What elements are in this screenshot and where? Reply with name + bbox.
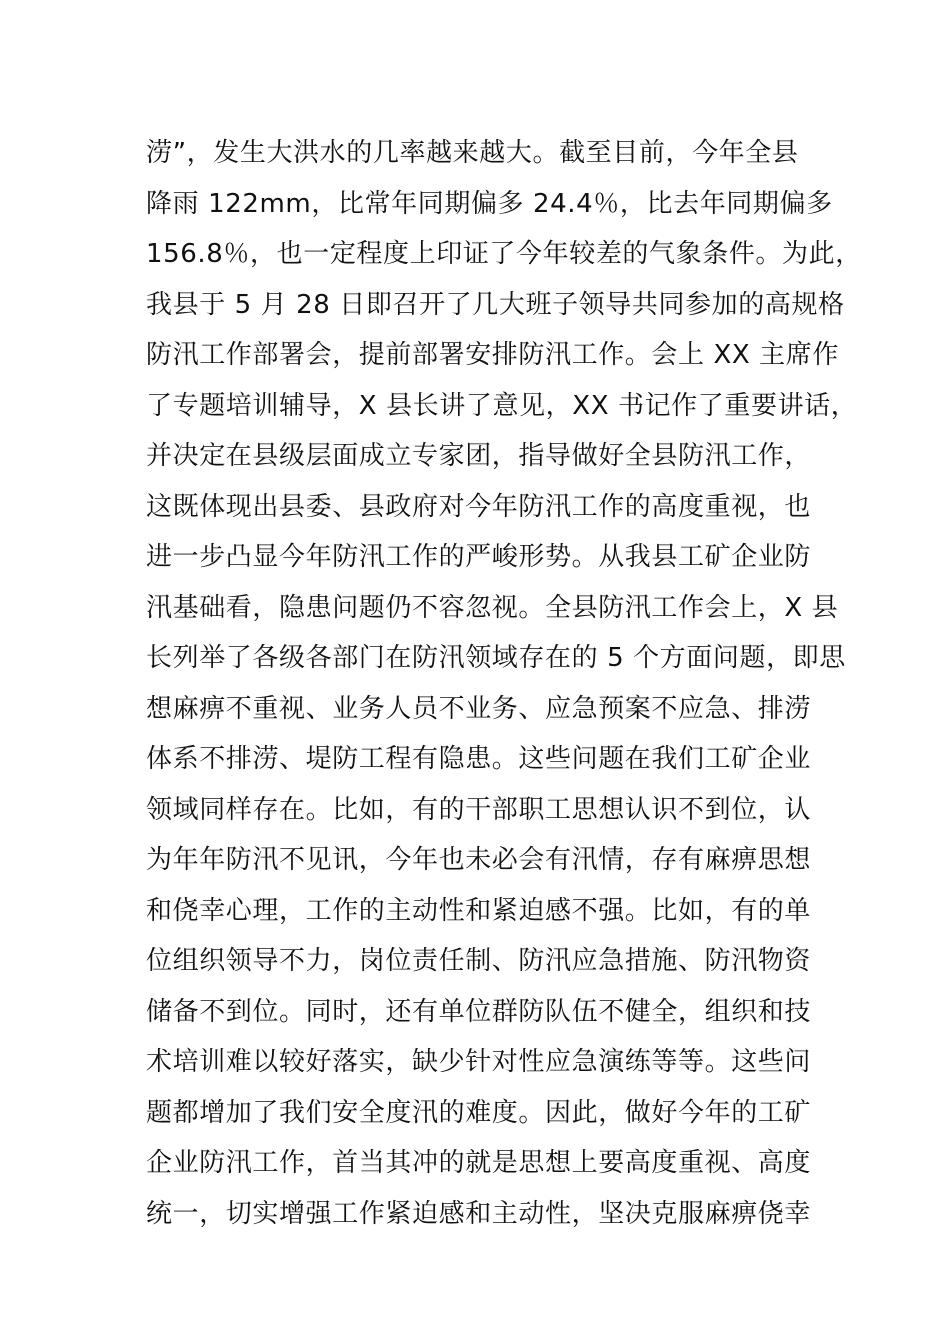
text-line: 进一步凸显今年防汛工作的严峻形势。从我县工矿企业防 [146, 542, 812, 572]
text-line: 汛基础看，隐患问题仍不容忽视。全县防汛工作会上，X 县 [146, 592, 839, 623]
text-line: 体系不排涝、堤防工程有隐患。这些问题在我们工矿企业 [146, 744, 812, 774]
text-line: 领域同样存在。比如，有的干部职工思想认识不到位，认 [146, 794, 812, 825]
text-line: 术培训难以较好落实，缺少针对性应急演练等等。这些问 [146, 1047, 812, 1077]
text-line: 为年年防汛不见讯，今年也未必会有汛情，存有麻痹思想 [146, 845, 812, 875]
text-line: 涝”，发生大洪水的几率越来越大。截至目前，今年全县 [146, 138, 799, 168]
text-line: 了专题培训辅导，X 县长讲了意见，XX 书记作了重要讲话， [146, 390, 858, 421]
text-line: 防汛工作部署会，提前部署安排防汛工作。会上 XX 主席作 [146, 340, 839, 370]
body-text [146, 128, 862, 1239]
text-line: 降雨 122mm，比常年同期偏多 24.4％，比去年同期偏多 [146, 188, 833, 219]
text-line: 题都增加了我们安全度汛的难度。因此，做好今年的工矿 [146, 1097, 812, 1128]
text-line: 位组织领导不力，岗位责任制、防汛应急措施、防汛物资 [146, 946, 812, 976]
text-line: 我县于 5 月 28 日即召开了几大班子领导共同参加的高规格 [146, 289, 845, 320]
text-line: 企业防汛工作，首当其冲的就是思想上要高度重视、高度 [146, 1148, 812, 1178]
text-line: 并决定在县级层面成立专家团，指导做好全县防汛工作， [146, 441, 812, 471]
text-line: 156.8％，也一定程度上印证了今年较差的气象条件。为此， [146, 239, 862, 269]
text-line: 统一，切实增强工作紧迫感和主动性，坚决克服麻痹侥幸 [146, 1198, 812, 1229]
text-line: 这既体现出县委、县政府对今年防汛工作的高度重视，也 [146, 491, 812, 522]
text-line: 长列举了各级各部门在防汛领域存在的 5 个方面问题，即思 [146, 643, 846, 673]
text-line: 想麻痹不重视、业务人员不业务、应急预案不应急、排涝 [146, 693, 812, 724]
text-line: 储备不到位。同时，还有单位群防队伍不健全，组织和技 [146, 996, 812, 1027]
text-line: 和侥幸心理，工作的主动性和紧迫感不强。比如，有的单 [146, 895, 812, 926]
